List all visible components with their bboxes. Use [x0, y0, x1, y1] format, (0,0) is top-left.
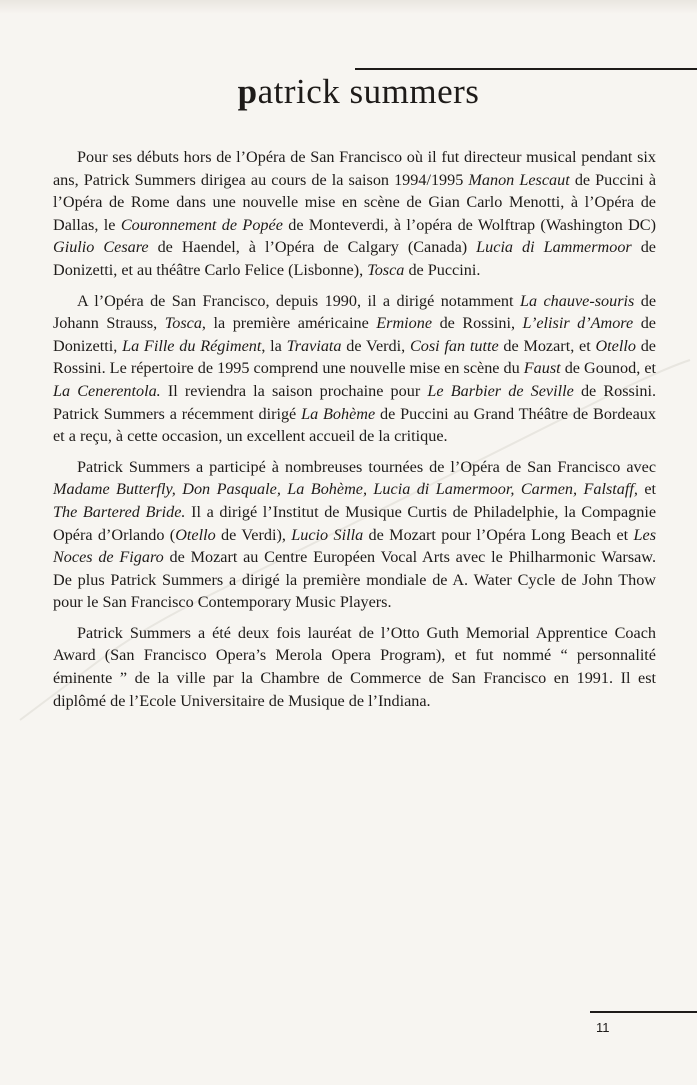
- text-run: de Puccini au Grand Théâtre de Bordeaux et a reçu, à cette occasion, un excellent accueil de la critique.: [53, 404, 656, 446]
- text-run: de Puccini à l’Opéra de Rome dans une nouvelle mise en scène de Gian Carlo Menotti, à l’Opéra de Dallas, le: [53, 170, 657, 234]
- text-run: et: [637, 480, 656, 499]
- text-run: de Rossini,: [432, 314, 523, 333]
- italic-title: Tosca: [367, 260, 405, 279]
- text-run: de Haendel, à l’Opéra de Calgary (Canada): [148, 238, 477, 257]
- text-run: A l’Opéra de San Francisco, depuis 1990, il a dirigé notamment: [77, 291, 520, 310]
- text-run: de Gounod, et: [560, 359, 656, 378]
- italic-title: The Bartered Bride.: [53, 502, 186, 521]
- text-run: de Donizetti,: [53, 314, 656, 355]
- italic-title: La chauve-souris: [519, 291, 635, 310]
- italic-title: L’elisir d’Amore: [522, 314, 634, 333]
- title-initial: p: [237, 72, 258, 111]
- text-run: Patrick Summers a été deux fois lauréat de l’Otto Guth Memorial Apprentice Coach Award (San Francisco Opera’s Merola Opera Program), et fut nommé “ personnalité éminente ” de la ville par la Chambre de Commerce de San Francisco en 1991. Il est diplômé de l’Ecole Universitaire de Musique de l’Indiana.: [53, 623, 656, 710]
- italic-title: Otello: [175, 525, 216, 544]
- text-run: Pour ses débuts hors de l’Opéra de San Francisco où il fut directeur musical pendant six ans, Patrick Summers dirigea au cours de la saison 1994/1995: [53, 148, 656, 189]
- italic-title: Giulio Cesare: [53, 238, 149, 257]
- text-run: , la première américaine: [201, 314, 377, 333]
- text-run: de Monteverdi, à l’opéra de Wolftrap (Washington DC): [282, 215, 656, 234]
- italic-title: Otello: [595, 336, 636, 355]
- title-rest: atrick summers: [257, 72, 480, 111]
- text-run: de Donizetti, et au théâtre Carlo Felice (Lisbonne),: [53, 238, 656, 279]
- text-run: de Rossini. Le répertoire de 1995 comprend une nouvelle mise en scène du: [53, 336, 656, 378]
- text-run: de Mozart au Centre Européen Vocal Arts avec le Philharmonic Warsaw. De plus Patrick Summers a dirigé la première mondiale de A. Water Cycle de John Thow pour le San Francisco Contemporary Music Players.: [53, 548, 656, 612]
- biography-text: [53, 146, 656, 720]
- italic-title: Lucia di Lammermoor: [476, 238, 632, 257]
- text-run: de Johann Strauss,: [53, 291, 657, 333]
- italic-title: La Fille du Régiment: [122, 336, 262, 355]
- text-run: de Verdi),: [215, 525, 292, 544]
- paragraph-2: [53, 290, 656, 448]
- text-run: de Mozart, et: [498, 336, 596, 355]
- paragraph-1: [53, 146, 656, 282]
- italic-title: Faust: [523, 359, 561, 378]
- italic-title: Les Noces de Figaro: [53, 525, 656, 567]
- header-rule: [355, 68, 697, 70]
- page-number: 11: [596, 1020, 610, 1035]
- italic-title: Cosi fan tutte: [409, 336, 499, 355]
- paragraph-3: [53, 456, 656, 614]
- text-run: Il reviendra la saison prochaine pour: [160, 381, 428, 400]
- text-run: Il a dirigé l’Institut de Musique Curtis de Philadelphie, la Compagnie Opéra d’Orlando (: [53, 502, 657, 544]
- italic-title: La Bohème: [301, 404, 376, 423]
- italic-title: Le Barbier de Seville: [427, 381, 574, 400]
- text-run: de Rossini. Patrick Summers a récemment dirigé: [53, 381, 656, 423]
- paragraph-4: [53, 622, 656, 712]
- italic-title: Manon Lescaut: [468, 170, 570, 189]
- text-run: de Puccini.: [404, 260, 481, 279]
- italic-title: Tosca: [164, 314, 202, 333]
- italic-title: La Cenerentola.: [53, 381, 161, 400]
- italic-title: Ermione: [376, 314, 433, 333]
- text-run: de Mozart pour l’Opéra Long Beach et: [363, 525, 634, 544]
- italic-title: Couronnement de Popée: [120, 215, 283, 234]
- footer-rule: [590, 1011, 697, 1013]
- italic-title: Madame Butterfly, Don Pasquale, La Bohème, Lucia di Lamermoor, Carmen, Falstaff,: [53, 480, 638, 499]
- italic-title: Lucio Silla: [291, 525, 364, 544]
- text-run: de Verdi,: [341, 336, 410, 355]
- text-run: , la: [261, 336, 287, 355]
- page-edge: [0, 0, 697, 14]
- italic-title: Traviata: [286, 336, 342, 355]
- text-run: Patrick Summers a participé à nombreuses tournées de l’Opéra de San Francisco avec: [77, 457, 656, 476]
- page-title: [0, 72, 697, 112]
